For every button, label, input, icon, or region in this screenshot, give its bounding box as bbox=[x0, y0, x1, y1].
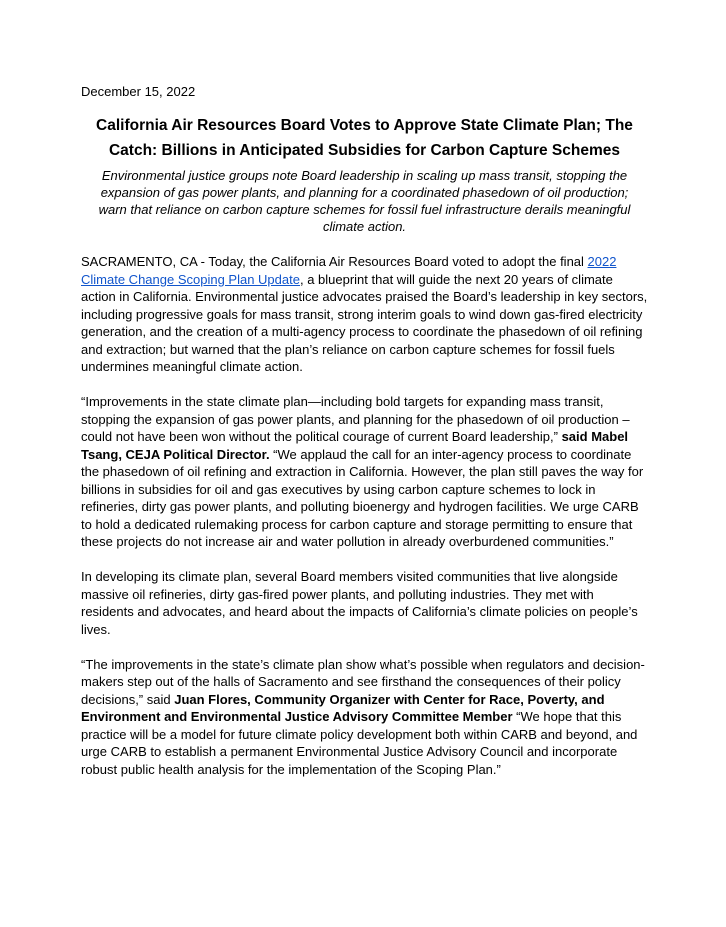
quote-text: “The improvements in the state’s climate plan show what’s possible when regulators and decision-makers step out of the halls of Sacramento and see firsthand the consequences of their policy decisions,” said bbox=[81, 656, 645, 707]
press-release-subhead: Environmental justice groups note Board leadership in scaling up mass transit, stopping the expansion of gas power plants, and planning for a coordinated phasedown of oil production; warn that reliance on carbon capture schemes for fossil fuel infrastructure derails meaningful climate action. bbox=[98, 167, 631, 235]
speaker-attribution-juan-flores: Juan Flores, Community Organizer with Center for Race, Poverty, and Environment and Environmental Justice Advisory Committee Member bbox=[81, 691, 605, 725]
quote-text: “Improvements in the state climate plan—including bold targets for expanding mass transit, stopping the expansion of gas power plants, and planning for the phasedown of oil production – could not have been won without the political courage of current Board leadership,” bbox=[81, 394, 630, 445]
board-visits-paragraph bbox=[81, 568, 648, 638]
lede-paragraph bbox=[81, 253, 648, 376]
lede-text-after-link: , a blueprint that will guide the next 20 years of climate action in California. Environmental justice advocates praised the Board’s leadership in key sectors, including progressive goals for mass transit, strong interim goals to wind down gas-fired electricity generation, and the creation of a multi-agency process to coordinate the phasedown of oil refining and extraction; but warned that the plan’s reliance on carbon capture schemes for fossil fuels undermines meaningful climate action. bbox=[81, 271, 648, 375]
lede-text-before-link: SACRAMENTO, CA - Today, the California Air Resources Board voted to adopt the final bbox=[81, 254, 588, 270]
body-text: In developing its climate plan, several Board members visited communities that live alongside massive oil refineries, dirty gas-fired power plants, and polluting industries. They met with residents and advocates, and heard about the impacts of California’s climate policies on people’s lives. bbox=[81, 569, 638, 637]
quote-paragraph-mabel-tsang bbox=[81, 393, 648, 551]
document-date: December 15, 2022 bbox=[81, 84, 196, 99]
press-release-title: California Air Resources Board Votes to Approve State Climate Plan; The Catch: Billions in Anticipated Subsidies for Carbon Capture Schemes bbox=[96, 116, 633, 159]
quote-paragraph-juan-flores bbox=[81, 656, 648, 779]
quote-text-continued: “We hope that this practice will be a model for future climate policy development both within CARB and beyond, and urge CARB to establish a permanent Environmental Justice Advisory Council and incorporate robust public health analysis for the implementation of the Scoping Plan.” bbox=[81, 709, 638, 777]
scoping-plan-update-link[interactable]: 2022 Climate Change Scoping Plan Update bbox=[81, 254, 617, 287]
quote-text-continued: “We applaud the call for an inter-agency process to coordinate the phasedown of oil refining and extraction in California. However, the plan still paves the way for billions in subsidies for oil and gas executives by using carbon capture schemes to lock in refineries, dirty gas power plants, and polluting bioenergy and hydrogen facilities. We urge CARB to hold a dedicated rulemaking process for carbon capture and storage permitting to ensure that these projects do not increase air and water pollution in already overburdened communities.” bbox=[81, 446, 644, 550]
speaker-attribution-mabel-tsang: said Mabel Tsang, CEJA Political Director. bbox=[81, 429, 629, 462]
